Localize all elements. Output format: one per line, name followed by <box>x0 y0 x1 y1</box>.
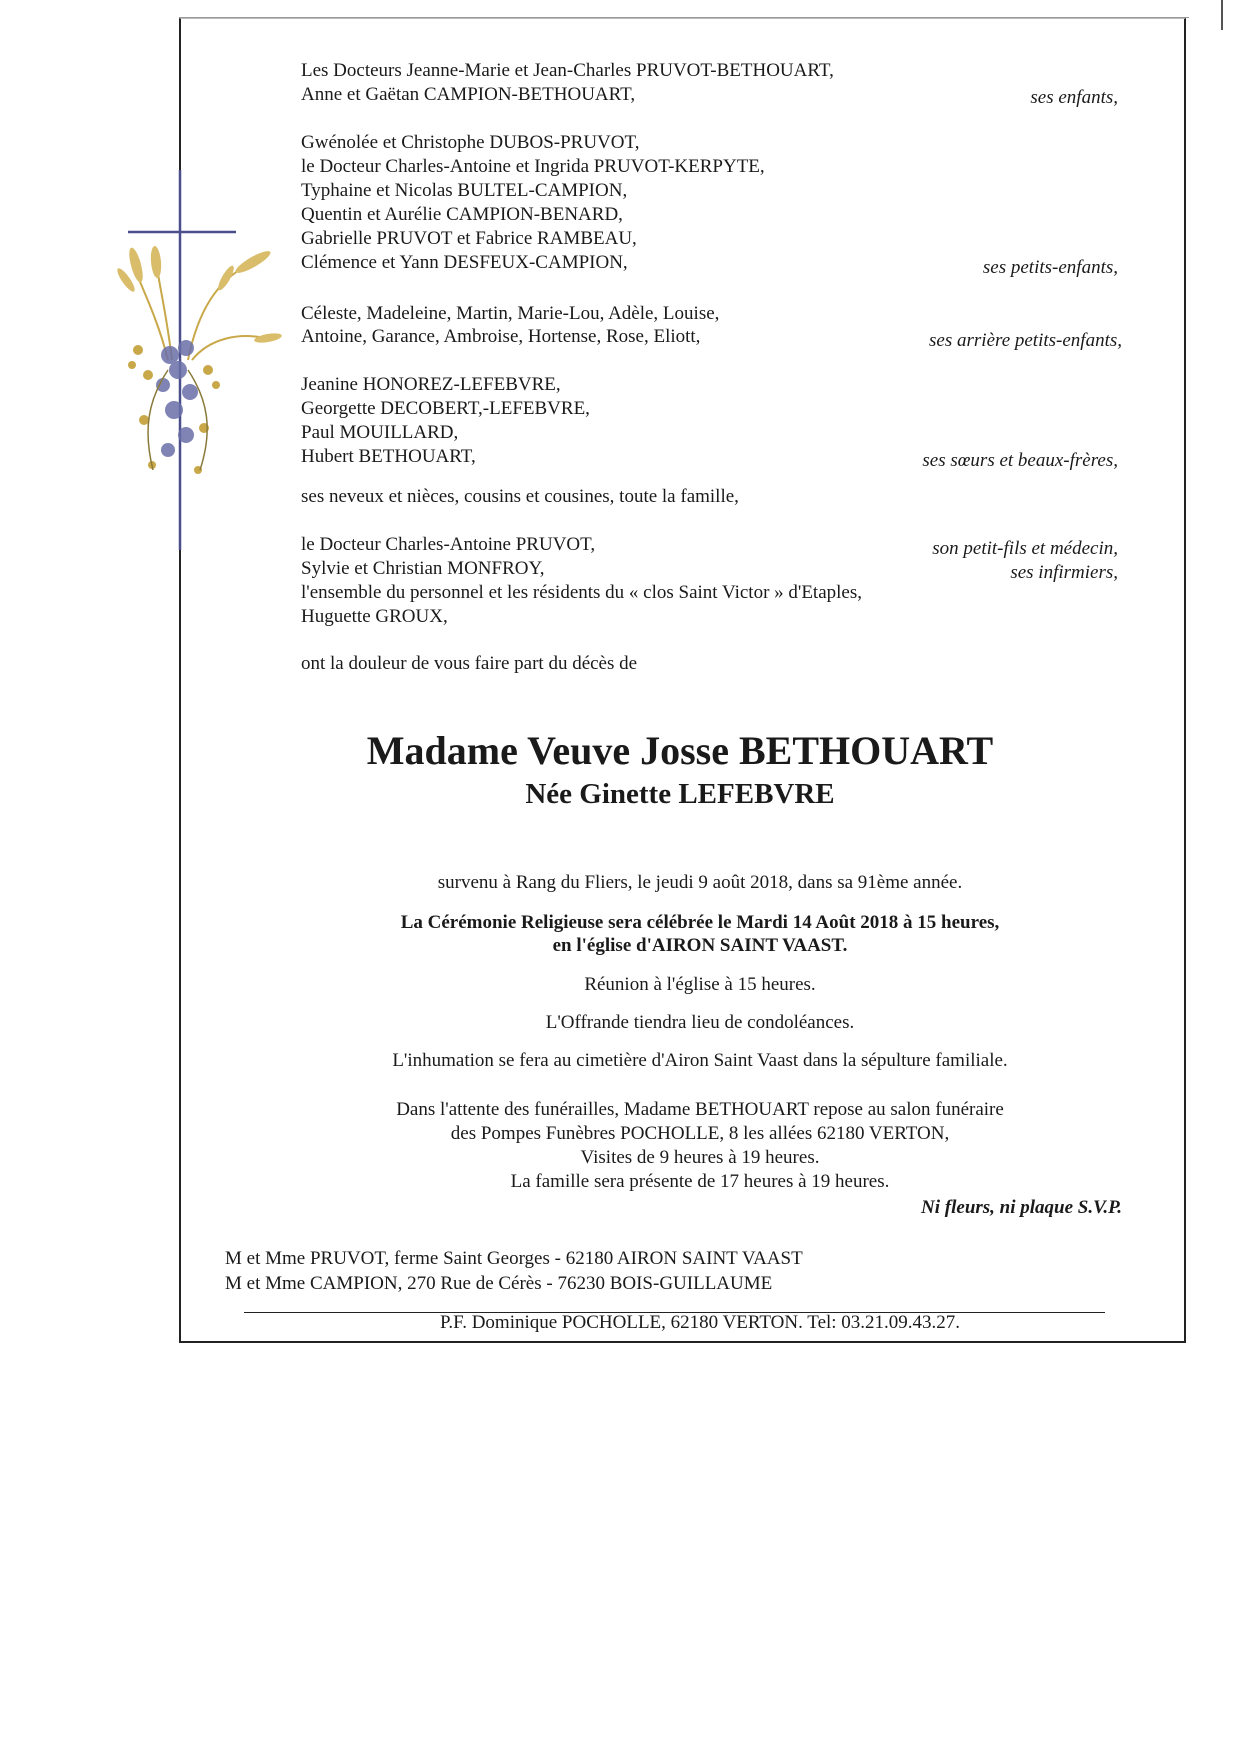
siblings-label: ses sœurs et beaux-frères, <box>922 450 1118 471</box>
wake-line-2: des Pompes Funèbres POCHOLLE, 8 les allées 62180 VERTON, <box>450 1123 950 1144</box>
carers-line-1: le Docteur Charles-Antoine PRUVOT, <box>301 534 596 555</box>
siblings-line: Georgette DECOBERT,-LEFEBVRE, <box>301 398 590 419</box>
siblings-line: Paul MOUILLARD, <box>301 422 459 443</box>
wake-line-4: La famille sera présente de 17 heures à 19 heures. <box>510 1171 890 1192</box>
children-line-2: Anne et Gaëtan CAMPION-BETHOUART, <box>301 84 636 105</box>
grandchildren-line: Gwénolée et Christophe DUBOS-PRUVOT, <box>301 132 640 153</box>
grandchildren-line: Clémence et Yann DESFEUX-CAMPION, <box>301 252 628 273</box>
grandchildren-line: le Docteur Charles-Antoine et Ingrida PRUVOT-KERPYTE, <box>301 156 765 177</box>
family-line: ses neveux et nièces, cousins et cousines, toute la famille, <box>301 486 739 507</box>
great-grandchildren-label: ses arrière petits-enfants, <box>929 330 1122 351</box>
children-line-1: Les Docteurs Jeanne-Marie et Jean-Charles PRUVOT-BETHOUART, <box>301 60 834 81</box>
wake-line-1: Dans l'attente des funérailles, Madame BETHOUART repose au salon funéraire <box>396 1099 1004 1120</box>
announcement-line: ont la douleur de vous faire part du décès de <box>301 653 638 674</box>
address-line-1: M et Mme PRUVOT, ferme Saint Georges - 62180 AIRON SAINT VAAST <box>225 1248 803 1269</box>
offering-line: L'Offrande tiendra lieu de condoléances. <box>545 1012 855 1033</box>
grandchildren-line: Gabrielle PRUVOT et Fabrice RAMBEAU, <box>301 228 637 249</box>
great-grandchildren-line-1: Céleste, Madeleine, Martin, Marie-Lou, Adèle, Louise, <box>301 303 720 324</box>
corner-mark <box>1221 0 1224 30</box>
siblings-line: Hubert BETHOUART, <box>301 446 476 467</box>
wake-line-3: Visites de 9 heures à 19 heures. <box>580 1147 820 1168</box>
cross-wheat-flowers-icon <box>108 170 288 550</box>
carers-line-2: Sylvie et Christian MONFROY, <box>301 558 545 579</box>
footer-funeral-director: P.F. Dominique POCHOLLE, 62180 VERTON. Tel: 03.21.09.43.27. <box>439 1312 961 1333</box>
children-label: ses enfants, <box>1030 87 1118 108</box>
grandchildren-line: Typhaine et Nicolas BULTEL-CAMPION, <box>301 180 628 201</box>
grandchildren-label: ses petits-enfants, <box>982 257 1118 278</box>
carers-label-2: ses infirmiers, <box>1010 562 1118 583</box>
meeting-line: Réunion à l'église à 15 heures. <box>584 974 816 995</box>
ceremony-line-2: en l'église d'AIRON SAINT VAAST. <box>552 935 848 956</box>
carers-line-3: l'ensemble du personnel et les résidents du « clos Saint Victor » d'Etaples, <box>301 582 862 603</box>
death-details: survenu à Rang du Fliers, le jeudi 9 août 2018, dans sa 91ème année. <box>437 872 963 893</box>
great-grandchildren-line-2: Antoine, Garance, Ambroise, Hortense, Rose, Eliott, <box>301 326 701 347</box>
carers-line-4: Huguette GROUX, <box>301 606 448 627</box>
ceremony-line-1: La Cérémonie Religieuse sera célébrée le Mardi 14 Août 2018 à 15 heures, <box>400 912 1000 933</box>
siblings-line: Jeanine HONOREZ-LEFEBVRE, <box>301 374 561 395</box>
deceased-name: Madame Veuve Josse BETHOUART <box>366 728 994 773</box>
address-line-2: M et Mme CAMPION, 270 Rue de Cérès - 76230 BOIS-GUILLAUME <box>225 1273 773 1294</box>
carers-label-1: son petit-fils et médecin, <box>932 538 1118 559</box>
grandchildren-line: Quentin et Aurélie CAMPION-BENARD, <box>301 204 623 225</box>
burial-line: L'inhumation se fera au cimetière d'Airon Saint Vaast dans la sépulture familiale. <box>392 1050 1008 1071</box>
no-flowers-note: Ni fleurs, ni plaque S.V.P. <box>921 1197 1122 1218</box>
deceased-birth-name: Née Ginette LEFEBVRE <box>525 778 835 810</box>
